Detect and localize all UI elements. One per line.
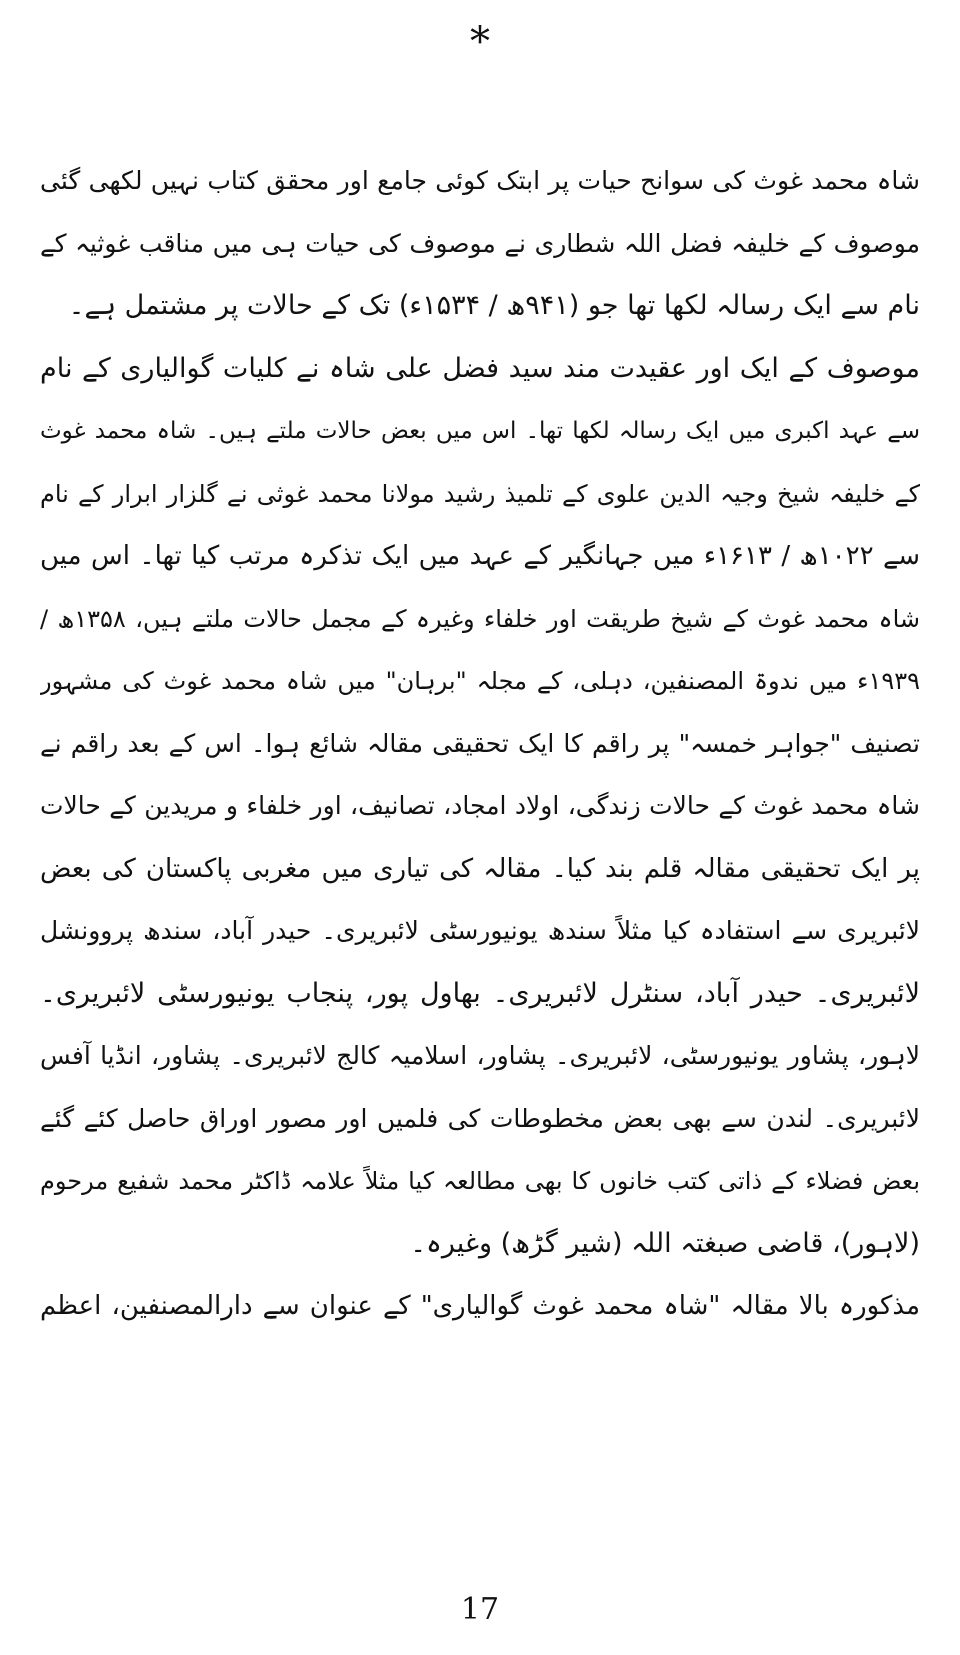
text-line: سے عہد اکبری میں ایک رسالہ لکھا تھا۔ اس میں بعض حالات ملتے ہیں۔ شاہ محمد غوث	[40, 418, 920, 444]
text-line: ۱۹۳۹ء میں ندوۃ المصنفین، دہلی، کے مجلہ "برہان" میں شاہ محمد غوث کی مشہور	[40, 667, 920, 695]
text-line: شاہ محمد غوث کے شیخ طریقت اور خلفاء وغیرہ کے مجمل حالات ملتے ہیں، ۱۳۵۸ھ /	[40, 604, 920, 633]
text-line: موصوف کے ایک اور عقیدت مند سید فضل علی شاہ نے کلیات گوالیاری کے نام	[40, 352, 920, 384]
text-line: مذکورہ بالا مقالہ "شاہ محمد غوث گوالیاری" کے عنوان سے دارالمصنفین، اعظم	[40, 1291, 920, 1321]
text-line: پر ایک تحقیقی مقالہ قلم بند کیا۔ مقالہ کی تیاری میں مغربی پاکستان کی بعض	[40, 853, 920, 884]
page-number: 17	[460, 1592, 500, 1627]
text-line: شاہ محمد غوث کے حالات زندگی، اولاد امجاد، تصانیف، اور خلفاء و مریدین کے حالات	[40, 791, 920, 820]
text-line: نام سے ایک رسالہ لکھا تھا جو (۹۴۱ھ / ۱۵۳۴ء) تک کے حالات پر مشتمل ہے۔	[68, 290, 920, 321]
text-line: لائبریری۔ لندن سے بھی بعض مخطوطات کی فلمیں اور مصور اوراق حاصل کئے گئے	[40, 1103, 920, 1133]
text-line: کے خلیفہ شیخ وجیہ الدین علوی کے تلمیذ رشید مولانا محمد غوثی نے گلزار ابرار کے نام	[40, 479, 920, 508]
urdu-paragraph	[40, 150, 920, 1338]
text-line: لائبریری۔ حیدر آباد، سنٹرل لائبریری۔ بھاول پور، پنجاب یونیورسٹی لائبریری۔	[40, 977, 920, 1009]
text-line: شاہ محمد غوث کی سوانح حیات پر ابتک کوئی جامع اور محقق کتاب نہیں لکھی گئی	[40, 166, 920, 195]
text-line: سے ۱۰۲۲ھ / ۱۶۱۳ء میں جہانگیر کے عہد میں ایک تذکرہ مرتب کیا تھا۔ اس میں	[40, 541, 920, 571]
text-line: لاہور، پشاور یونیورسٹی، لائبریری۔ پشاور، اسلامیہ کالج لائبریری۔ پشاور، انڈیا آفس	[40, 1041, 920, 1070]
text-line: بعض فضلاء کے ذاتی کتب خانوں کا بھی مطالعہ کیا مثلاً علامہ ڈاکٹر محمد شفیع مرحوم	[40, 1167, 920, 1195]
asterisk-ornament: *	[470, 19, 490, 65]
text-line: موصوف کے خلیفہ فضل اللہ شطاری نے موصوف کی حیات ہی میں مناقب غوثیہ کے	[40, 228, 920, 258]
text-line: لائبریری سے استفادہ کیا مثلاً سندھ یونیورسٹی لائبریری۔ حیدر آباد، سندھ پروونشل	[40, 916, 920, 945]
text-line: تصنیف "جواہر خمسہ" پر راقم کا ایک تحقیقی مقالہ شائع ہوا۔ اس کے بعد راقم نے	[40, 728, 920, 758]
text-line: (لاہور)، قاضی صبغتہ اللہ (شیر گڑھ) وغیرہ۔	[410, 1227, 920, 1259]
